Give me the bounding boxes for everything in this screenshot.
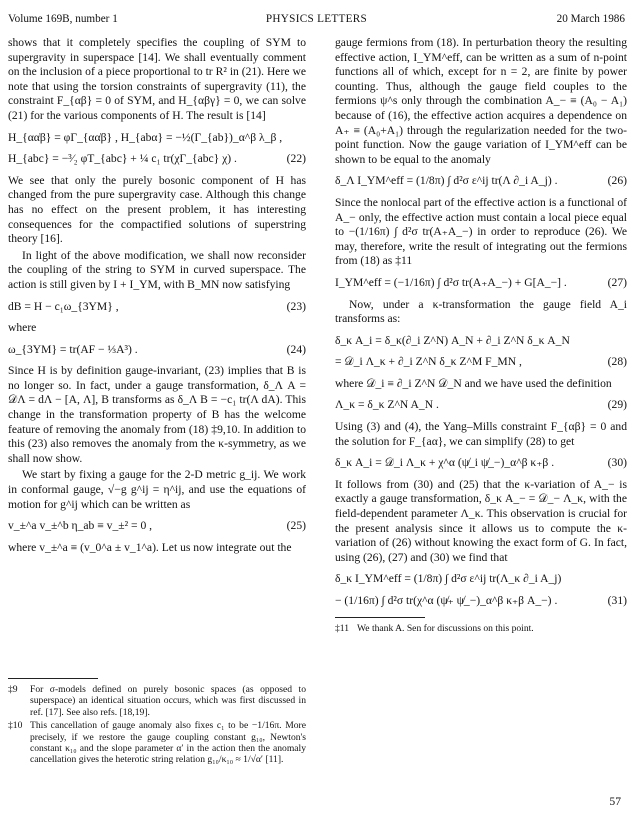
equation	[8, 343, 306, 358]
paragraph: Since H is by definition gauge-invariant, (23) implies that B is no longer so. In fact, under a gauge transformation, δ_Λ A = 𝒟Λ = dΛ − [A, Λ], B transforms as δ_Λ B = −c₁ tr(Λ dA). This change in the transformation property of B has the welcome feature of removing the anomaly from (18) ‡9,10. In addition to this (23) also removes the anomaly from the κ-symmetry, as we shall now show.	[8, 364, 306, 465]
acknowledgement-footnote	[335, 617, 627, 634]
equation-expression: dB = H − c₁ω_{3YM} ,	[8, 299, 119, 313]
volume-label: Volume 169B, number 1	[8, 13, 118, 25]
equation	[335, 174, 627, 189]
equation-expression: I_YM^eff = (−1/16π) ∫ d²σ tr(A₊A_−) + G[A_−] .	[335, 275, 567, 289]
equation-expression: δ_Λ I_YM^eff = (1/8π) ∫ d²σ ε^ij tr(Λ ∂_i A_j) .	[335, 174, 558, 188]
footnote	[8, 720, 306, 766]
paragraph: We see that only the purely bosonic component of H has changed from the pure supergravity case. Although this change has no effect on the present problem, it has interesting consequences for the compactified solutions of superstring theory [16].	[8, 173, 306, 246]
equation	[335, 572, 627, 587]
equation-expression: H_{abc} = −³⁄₂ φT_{abc} + ¼ c₁ tr(χΓ_{abc} χ) .	[8, 152, 237, 166]
paragraph: We start by fixing a gauge for the 2-D metric g_ij. We work in conformal gauge, √−g g^ij = η^ij, and use the equations of motion for g^ij which can be written as	[8, 468, 306, 511]
equation-expression: Λ_κ = δ_κ Z^N A_N .	[335, 398, 439, 412]
equation-number: (26)	[607, 174, 627, 188]
equation-expression: ω_{3YM} = tr(AF − ⅓A³) .	[8, 342, 138, 356]
equation	[8, 300, 306, 315]
equation-expression: H_{αα̇β} = φΓ_{αα̇β} , H_{abα} = −½(Γ_{ab})_α^β λ_β ,	[8, 130, 283, 144]
equation	[335, 276, 627, 291]
paragraph: Since the nonlocal part of the effective action is a functional of A_− only, the effective action must contain a local piece equal to −(1/16π) ∫ d²σ tr(A₊A_−) in order to reproduce (26). We may, therefore, write the result of integrating out the fermions from (18) as ‡11	[335, 195, 627, 268]
equation	[335, 334, 627, 349]
equation-expression: − (1/16π) ∫ d²σ tr(χ^α (ψ̸₊ ψ̸_−)_α^β κ₊β A_−) .	[335, 594, 558, 607]
paragraph: Now, under a κ-transformation the gauge field A_i transforms as:	[335, 297, 627, 326]
footnote-mark: ‡9	[8, 684, 18, 695]
paragraph: where v_±^a ≡ (v_0^a ± v_1^a). Let us now integrate out the	[8, 540, 292, 554]
equation-number: (30)	[607, 456, 627, 470]
equation	[8, 152, 306, 167]
equation-number: (22)	[286, 152, 306, 166]
footnotes	[8, 678, 306, 768]
footnote-mark: ‡11	[335, 622, 350, 634]
paragraph: Using (3) and (4), the Yang–Mills constraint F_{αβ} = 0 and the solution for F_{aα}, we can simplify (28) to get	[335, 420, 627, 448]
footnote-text: We thank A. Sen for discussions on this point.	[357, 622, 534, 634]
issue-date: 20 March 1986	[556, 13, 625, 25]
equation	[335, 398, 627, 413]
page-number: 57	[609, 795, 621, 808]
equation-expression: δ_κ A_i = 𝒟_i Λ_κ + χ^α (ψ̸_i ψ̸_−)_α^β κ₊β .	[335, 456, 555, 470]
paragraph: where 𝒟_i ≡ ∂_i Z^N 𝒟_N and we have used the definition	[335, 376, 612, 390]
paragraph: gauge fermions from (18). In perturbation theory the resulting effective action, I_YM^eff, can be written as a sum of n-point functions all of which, except for n = 2, are finite by power counting. Thus, although the gauge field couples to the fermions ψ^s only through the combination A_− ≡ (A₀ − A₁) because of (16), the effective action acquires a dependence on A₊ ≡ (A₀+A₁) through the regularization needed for the two-point function. Now the gauge variation of I_YM^eff can be shown to be equal to the anomaly	[335, 36, 627, 166]
equation-expression: δ_κ I_YM^eff = (1/8π) ∫ d²σ ε^ij tr(Λ_κ ∂_i A_j)	[335, 572, 562, 586]
footnote	[335, 623, 627, 634]
paragraph: where	[8, 321, 37, 335]
equation-expression: = 𝒟_i Λ_κ + ∂_i Z^N δ_κ Z^M F_MN ,	[335, 355, 522, 369]
equation	[335, 594, 627, 609]
equation-expression: v_±^a v_±^b η_ab ≡ v_±² = 0 ,	[8, 519, 153, 533]
equation	[8, 131, 306, 146]
equation	[335, 456, 627, 471]
left-column	[8, 36, 306, 557]
equation-number: (25)	[286, 519, 306, 533]
equation-number: (29)	[607, 398, 627, 412]
paragraph: In light of the above modification, we shall now reconsider the coupling of the string to SYM in curved superspace. The action is still given by I + I_YM, with B_MN now satisfying	[8, 248, 306, 291]
footnote-text: For σ-models defined on purely bosonic spaces (as opposed to superspace) an identical situation occurs, which was first discussed in ref. [17]. See also refs. [18,19].	[30, 684, 306, 718]
equation-number: (27)	[607, 275, 627, 289]
right-column	[335, 36, 627, 636]
footnote-rule	[8, 678, 98, 679]
equation-number: (31)	[607, 594, 627, 607]
equation-expression: δ_κ A_i = δ_κ(∂_i Z^N) A_N + ∂_i Z^N δ_κ A_N	[335, 333, 570, 347]
equation	[335, 355, 627, 370]
footnote	[8, 684, 306, 718]
footnote-mark: ‡10	[8, 720, 23, 732]
journal-name: PHYSICS LETTERS	[265, 13, 368, 25]
equation-number: (23)	[286, 299, 306, 313]
paragraph: It follows from (30) and (25) that the κ-variation of A_− is exactly a gauge transformation, δ_κ A_− = 𝒟_− Λ_κ, with the field-dependent parameter Λ_κ. This observation is crucial for the present analysis since it allows us to compute the κ-variation of (26) without knowing the exact form of G. In fact, using (26), (27) and (30) we find that	[335, 477, 627, 564]
footnote-rule	[335, 617, 425, 618]
equation-number: (28)	[607, 355, 627, 369]
equation	[8, 519, 306, 534]
footnote-text: This cancellation of gauge anomaly also fixes c₁ to be −1/16π. More precisely, if we restore the gauge coupling constant g₁₀, Newton's constant κ₁₀ and the slope parameter α′ in the action then the anomaly cancellation gives the heterotic string relation g₁₀/κ₁₀ ≈ 1/√α′ [11].	[30, 720, 306, 766]
equation-number: (24)	[286, 342, 306, 356]
paragraph: shows that it completely specifies the coupling of SYM to supergravity in superspace [14]. We shall eventually comment on the inclusion of a piece proportional to tr R² in (21). Here we note that using the torsion constraints of supergravity (11), the constraint F_{αβ} = 0 of SYM, and H_{αβγ} = 0, we can solve (21) for the various components of H. The result is [14]	[8, 36, 306, 122]
running-header	[8, 13, 625, 29]
